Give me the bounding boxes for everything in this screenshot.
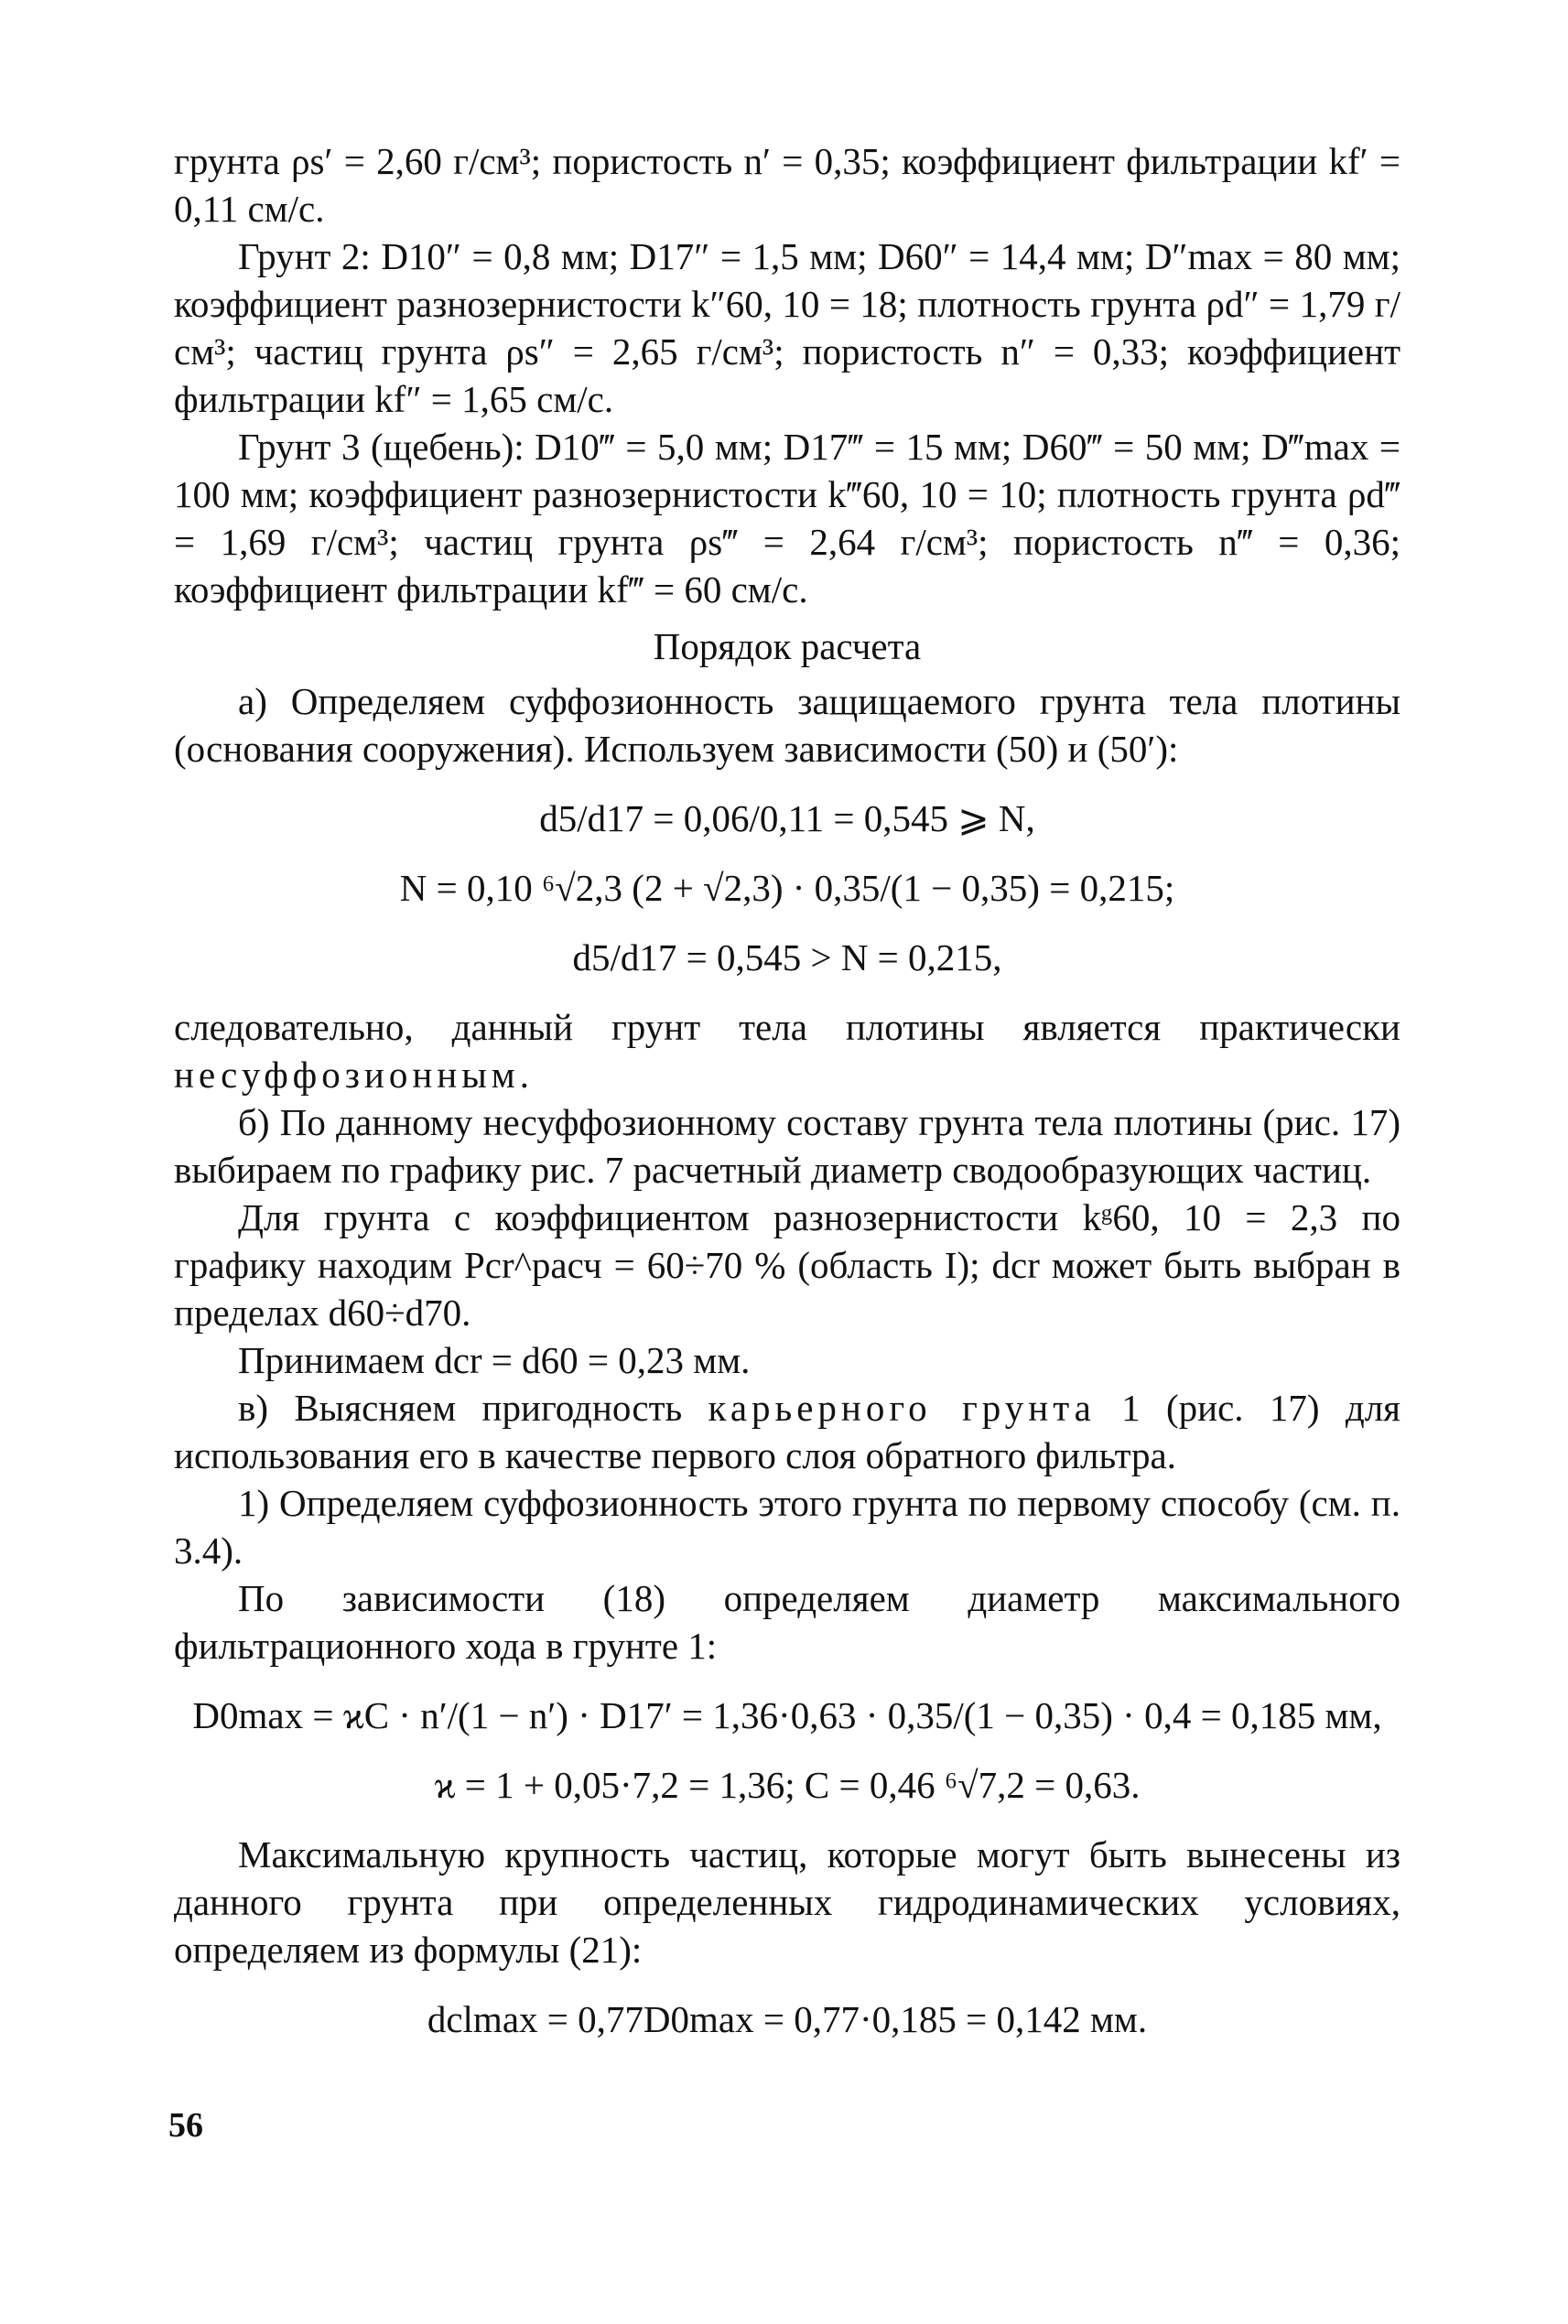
paragraph-graph: Для грунта с коэффициентом разнозернистости kᵍ60, 10 = 2,3 по графику находим Pcr^расч = 60÷70 % (область I); dcr может быть выбран в пределах d60÷d70. — [174, 1196, 1400, 1334]
page-number: 56 — [168, 2106, 203, 2145]
paragraph-step-1: 1) Определяем суффозионность этого грунта по первому способу (см. п. 3.4). — [174, 1482, 1400, 1572]
page-body — [174, 137, 1400, 2065]
paragraph-step-v — [174, 1384, 1400, 1479]
paragraph-dependence: По зависимости (18) определяем диаметр максимального фильтрационного хода в грунте 1: — [174, 1577, 1400, 1667]
conclusion-emphasis: несуффозионным. — [174, 1054, 534, 1096]
paragraph-soil-3: Грунт 3 (щебень): D10‴ = 5,0 мм; D17‴ = 15 мм; D60‴ = 50 мм; D‴max = 100 мм; коэффициент разнозернистости k‴60, 10 = 10; плотность грунта ρd‴ = 1,69 г/см³; частиц грунта ρs‴ = 2,64 г/см³; пористость n‴ = 0,36; коэффициент фильтрации kf‴ = 60 см/с. — [174, 426, 1400, 611]
paragraph-max-size: Максимальную крупность частиц, которые могут быть вынесены из данного грунта при определенных гидродинамических условиях, определяем из формулы (21): — [174, 1833, 1400, 1971]
formula-ratio: d5/d17 = 0,06/0,11 = 0,545 ⩾ N, — [539, 797, 1035, 839]
formula-d0max: D0max = ϰC · n′/(1 − n′) · D17′ = 1,36·0,63 · 0,35/(1 − 0,35) · 0,4 = 0,185 мм, — [192, 1694, 1382, 1736]
paragraph-step-a: а) Определяем суффозионность защищаемого грунта тела плотины (основания сооружения). Используем зависимости (50) и (50′): — [174, 680, 1400, 770]
formula-n: N = 0,10 ⁶√2,3 (2 + √2,3) · 0,35/(1 − 0,35) = 0,215; — [399, 867, 1175, 909]
paragraph-soil-1-end: грунта ρs′ = 2,60 г/см³; пористость n′ = 0,35; коэффициент фильтрации kf′ = 0,11 см/с. — [174, 140, 1400, 230]
paragraph-accept: Принимаем dcr = d60 = 0,23 мм. — [238, 1339, 751, 1381]
step-v-emphasis: карьерного грунта — [708, 1387, 1096, 1429]
section-heading: Порядок расчета — [653, 625, 922, 667]
conclusion-text: следовательно, данный грунт тела плотины является практически — [174, 1006, 1400, 1048]
step-v-text: в) Выясняем пригодность — [238, 1387, 708, 1429]
formula-kappa-c: ϰ = 1 + 0,05·7,2 = 1,36; C = 0,46 ⁶√7,2 = 0,63. — [434, 1764, 1141, 1806]
paragraph-conclusion — [174, 1003, 1400, 1098]
formula-dclmax: dclmax = 0,77D0max = 0,77·0,185 = 0,142 мм. — [427, 1998, 1148, 2040]
step-v-rest: 1 (рис. 17) для использования его в качестве первого слоя обратного фильтра. — [174, 1387, 1401, 1476]
paragraph-step-b: б) По данному несуффозионному составу грунта тела плотины (рис. 17) выбираем по графику рис. 7 расчетный диаметр сводообразующих частиц. — [174, 1101, 1400, 1191]
paragraph-soil-2: Грунт 2: D10″ = 0,8 мм; D17″ = 1,5 мм; D60″ = 14,4 мм; D″max = 80 мм; коэффициент разнозернистости k″60, 10 = 18; плотность грунта ρd″ = 1,79 г/см³; частиц грунта ρs″ = 2,65 г/см³; пористость n″ = 0,33; коэффициент фильтрации kf″ = 1,65 см/с. — [174, 235, 1400, 420]
formula-comparison: d5/d17 = 0,545 > N = 0,215, — [572, 936, 1002, 978]
